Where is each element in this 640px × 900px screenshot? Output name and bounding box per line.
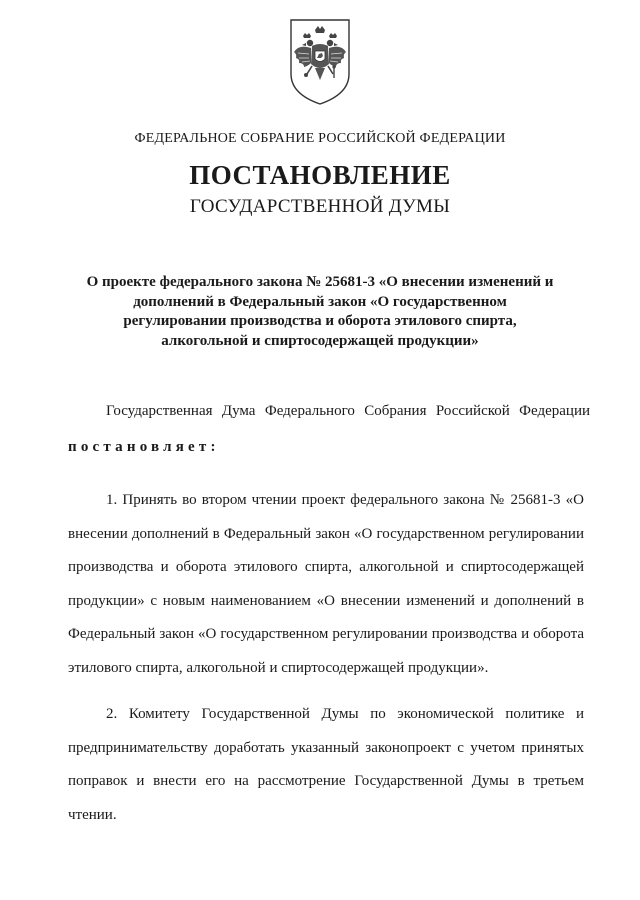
preamble-paragraph: Государственная Дума Федерального Собрания Российской Федерации bbox=[106, 403, 590, 419]
decree-item-1: 1. Принять во втором чтении проект федерального закона № 25681-3 «О внесении дополнений в Федеральный закон «О государственном регулировании производства и оборота этилового спирта, алкогольной и спиртосодержащей продукции» с новым наименованием «О внесении изменений и дополнений в Федеральный закон «О государственном регулировании производства и оборота этилового спирта, алкогольной и спиртосодержащей продукции». bbox=[68, 492, 584, 676]
decree-word: постановляет: bbox=[68, 439, 220, 455]
document-type-title: ПОСТАНОВЛЕНИЕ bbox=[189, 160, 451, 190]
decree-item-2: 2. Комитету Государственной Думы по экономической политике и предпринимательству доработать указанный законопроект с учетом принятых поправок и внести его на рассмотрение Государственной Думы в третьем чтении. bbox=[68, 706, 584, 823]
document-issuer: ГОСУДАРСТВЕННОЙ ДУМЫ bbox=[189, 196, 451, 217]
document-subject: О проекте федерального закона № 25681-3 «О внесении изменений и дополнений в Федеральный закон «О государственном регулировании производства и оборота этилового спирта, алкогольной и спиртосодержащей продукции» bbox=[86, 274, 554, 349]
coat-of-arms-of-russia-icon bbox=[285, 16, 355, 108]
organization-name: ФЕДЕРАЛЬНОЕ СОБРАНИЕ РОССИЙСКОЙ ФЕДЕРАЦИИ bbox=[134, 131, 506, 146]
